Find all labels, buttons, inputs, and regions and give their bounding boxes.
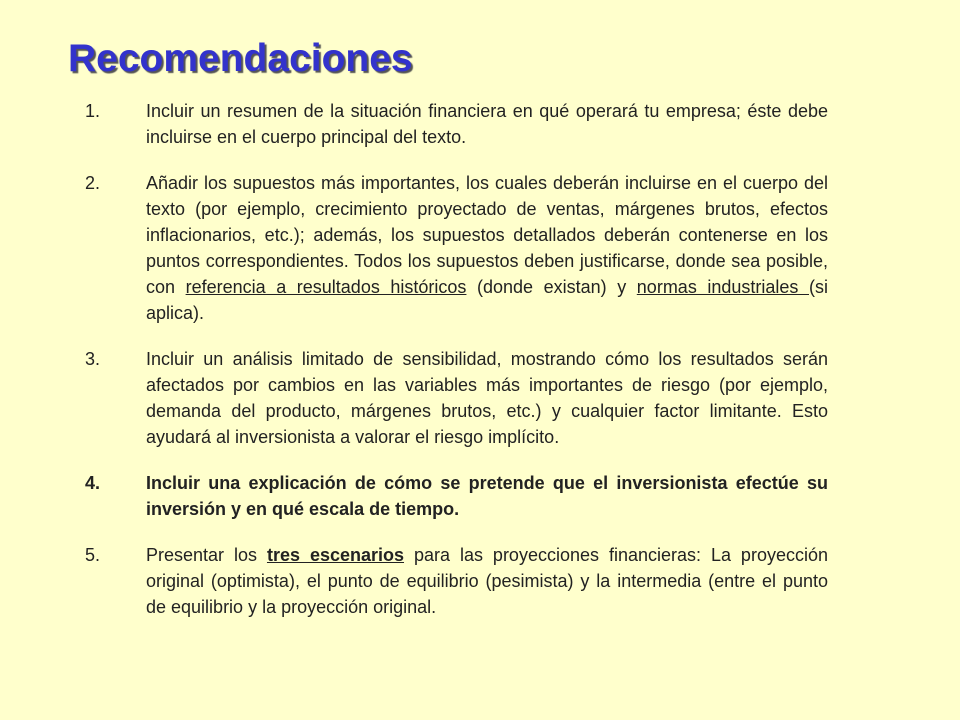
item-text-part: (donde existan) y bbox=[466, 277, 637, 297]
item-number: 3. bbox=[85, 349, 101, 369]
recommendation-item-5 bbox=[85, 542, 828, 620]
underlined-phrase-three-scenarios: tres escenarios bbox=[266, 545, 405, 565]
recommendation-item-3 bbox=[85, 346, 828, 450]
underlined-phrase-historical-results: referencia a resultados históricos bbox=[185, 277, 467, 297]
item-number: 2. bbox=[85, 173, 101, 193]
recommendation-item-2 bbox=[85, 170, 828, 326]
underlined-phrase-industry-norms: normas industriales bbox=[636, 277, 809, 297]
recommendation-item-1 bbox=[85, 98, 828, 150]
item-text bbox=[146, 98, 828, 150]
item-text-part: Añadir los supuestos más importantes, los cuales deberán incluirse en el cuerpo del texto (por ejemplo, crecimiento proyectado de ventas, márgenes brutos, efectos inflacionarios, etc.); además, los supuestos detallados deberán contenerse en los puntos correspondientes. Todos los supuestos deben justificarse, donde sea posible, con bbox=[146, 173, 828, 297]
item-text-part: para las proyecciones financieras: La proyección original (optimista), el punto de equilibrio (pesimista) y la intermedia (entre el punto de equilibrio y la proyección original. bbox=[146, 545, 828, 617]
item-text bbox=[146, 542, 828, 620]
item-text-part: (si aplica). bbox=[146, 277, 828, 323]
item-text-part: Incluir un análisis limitado de sensibilidad, mostrando cómo los resultados serán afectados por cambios en las variables más importantes de riesgo (por ejemplo, demanda del producto, márgenes brutos, etc.) y cualquier factor limitante. Esto ayudará al inversionista a valorar el riesgo implícito. bbox=[146, 349, 828, 447]
item-text-part: Presentar los bbox=[146, 545, 267, 565]
item-text bbox=[146, 170, 828, 326]
recommendations-list bbox=[85, 98, 828, 620]
item-text-part: Incluir una explicación de cómo se pretende que el inversionista efectúe su inversión y en qué escala de tiempo. bbox=[146, 473, 828, 519]
item-text-part: Incluir un resumen de la situación financiera en qué operará tu empresa; éste debe incluirse en el cuerpo principal del texto. bbox=[146, 101, 828, 147]
item-text bbox=[146, 470, 828, 522]
item-number: 5. bbox=[85, 545, 101, 565]
item-number: 1. bbox=[85, 101, 101, 121]
slide-title: Recomendaciones bbox=[68, 37, 413, 80]
recommendation-item-4 bbox=[85, 470, 828, 522]
item-number: 4. bbox=[85, 473, 101, 493]
item-text bbox=[146, 346, 828, 450]
